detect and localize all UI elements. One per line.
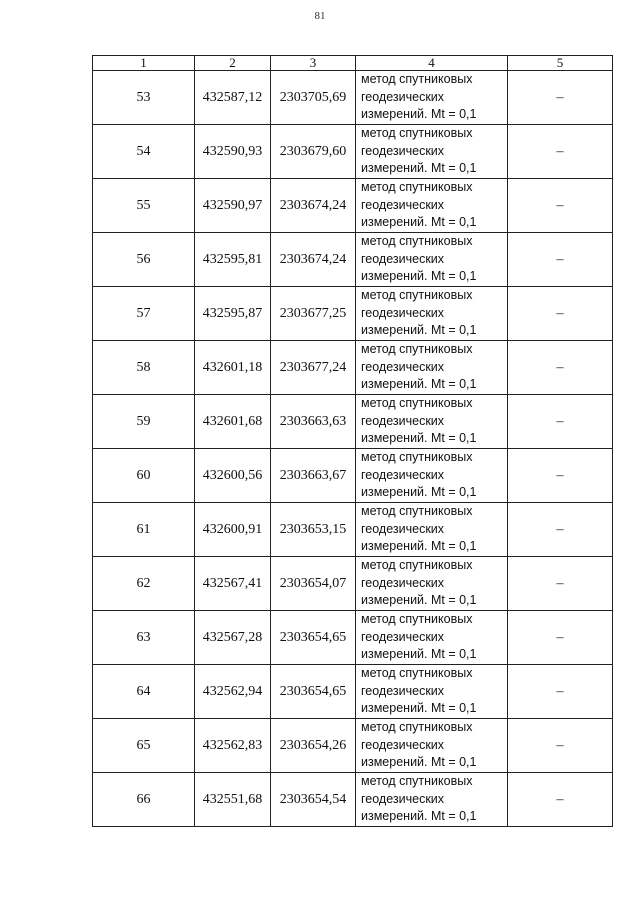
table-row <box>93 125 613 179</box>
x-coordinate-cell: 432567,41 <box>195 557 271 611</box>
method-line: геодезических <box>361 413 445 428</box>
method-line: метод спутниковых <box>361 234 473 249</box>
method-cell <box>356 449 508 503</box>
note-cell: – <box>508 611 613 665</box>
point-number-cell: 64 <box>93 665 195 719</box>
y-coordinate-cell: 2303674,24 <box>271 179 356 233</box>
y-coordinate-cell: 2303663,67 <box>271 449 356 503</box>
method-line: геодезических <box>361 251 445 266</box>
method-line: метод спутниковых <box>361 450 473 465</box>
note-cell: – <box>508 233 613 287</box>
method-line: метод спутниковых <box>361 612 473 627</box>
point-number-cell: 60 <box>93 449 195 503</box>
method-cell <box>356 395 508 449</box>
x-coordinate-cell: 432595,87 <box>195 287 271 341</box>
method-line: метод спутниковых <box>361 558 473 573</box>
y-coordinate-cell: 2303654,65 <box>271 611 356 665</box>
note-cell: – <box>508 395 613 449</box>
method-line: геодезических <box>361 737 445 752</box>
method-cell <box>356 719 508 773</box>
column-header: 3 <box>271 56 356 71</box>
note-cell: – <box>508 341 613 395</box>
method-line: метод спутниковых <box>361 504 473 519</box>
note-cell: – <box>508 503 613 557</box>
method-line: измерений. Mt = 0,1 <box>361 215 477 230</box>
method-line: геодезических <box>361 521 445 536</box>
method-line: измерений. Mt = 0,1 <box>361 107 477 122</box>
method-cell <box>356 179 508 233</box>
method-line: геодезических <box>361 305 445 320</box>
method-cell <box>356 503 508 557</box>
table-row <box>93 503 613 557</box>
note-cell: – <box>508 449 613 503</box>
y-coordinate-cell: 2303677,24 <box>271 341 356 395</box>
coordinates-table <box>92 55 613 827</box>
x-coordinate-cell: 432595,81 <box>195 233 271 287</box>
method-line: метод спутниковых <box>361 396 473 411</box>
method-cell <box>356 233 508 287</box>
table-row <box>93 395 613 449</box>
x-coordinate-cell: 432600,91 <box>195 503 271 557</box>
note-cell: – <box>508 125 613 179</box>
x-coordinate-cell: 432601,68 <box>195 395 271 449</box>
table-row <box>93 557 613 611</box>
table-row <box>93 287 613 341</box>
point-number-cell: 66 <box>93 773 195 827</box>
point-number-cell: 55 <box>93 179 195 233</box>
x-coordinate-cell: 432590,97 <box>195 179 271 233</box>
method-line: метод спутниковых <box>361 720 473 735</box>
point-number-cell: 63 <box>93 611 195 665</box>
method-line: метод спутниковых <box>361 774 473 789</box>
column-header: 5 <box>508 56 613 71</box>
note-cell: – <box>508 287 613 341</box>
table-row <box>93 773 613 827</box>
method-cell <box>356 287 508 341</box>
column-header: 1 <box>93 56 195 71</box>
method-line: метод спутниковых <box>361 342 473 357</box>
y-coordinate-cell: 2303677,25 <box>271 287 356 341</box>
note-cell: – <box>508 719 613 773</box>
method-cell <box>356 665 508 719</box>
table-row <box>93 71 613 125</box>
note-cell: – <box>508 71 613 125</box>
method-line: измерений. Mt = 0,1 <box>361 431 477 446</box>
method-line: измерений. Mt = 0,1 <box>361 539 477 554</box>
x-coordinate-cell: 432600,56 <box>195 449 271 503</box>
table-row <box>93 179 613 233</box>
table-row <box>93 233 613 287</box>
method-cell <box>356 341 508 395</box>
point-number-cell: 62 <box>93 557 195 611</box>
table-row <box>93 611 613 665</box>
table-row <box>93 665 613 719</box>
table-row <box>93 449 613 503</box>
method-line: геодезических <box>361 359 445 374</box>
point-number-cell: 59 <box>93 395 195 449</box>
method-line: измерений. Mt = 0,1 <box>361 485 477 500</box>
method-line: измерений. Mt = 0,1 <box>361 161 477 176</box>
x-coordinate-cell: 432562,94 <box>195 665 271 719</box>
method-line: измерений. Mt = 0,1 <box>361 809 477 824</box>
method-line: геодезических <box>361 89 445 104</box>
x-coordinate-cell: 432601,18 <box>195 341 271 395</box>
page-number: 81 <box>314 10 326 22</box>
y-coordinate-cell: 2303654,26 <box>271 719 356 773</box>
y-coordinate-cell: 2303705,69 <box>271 71 356 125</box>
note-cell: – <box>508 557 613 611</box>
method-line: геодезических <box>361 197 445 212</box>
method-cell <box>356 611 508 665</box>
table-row <box>93 341 613 395</box>
x-coordinate-cell: 432551,68 <box>195 773 271 827</box>
method-line: измерений. Mt = 0,1 <box>361 323 477 338</box>
method-line: измерений. Mt = 0,1 <box>361 593 477 608</box>
column-header: 4 <box>356 56 508 71</box>
method-line: геодезических <box>361 629 445 644</box>
point-number-cell: 56 <box>93 233 195 287</box>
method-cell <box>356 773 508 827</box>
method-line: измерений. Mt = 0,1 <box>361 755 477 770</box>
y-coordinate-cell: 2303654,65 <box>271 665 356 719</box>
method-line: измерений. Mt = 0,1 <box>361 377 477 392</box>
method-cell <box>356 71 508 125</box>
y-coordinate-cell: 2303679,60 <box>271 125 356 179</box>
table-header-row <box>93 56 613 71</box>
x-coordinate-cell: 432562,83 <box>195 719 271 773</box>
method-line: измерений. Mt = 0,1 <box>361 269 477 284</box>
x-coordinate-cell: 432590,93 <box>195 125 271 179</box>
note-cell: – <box>508 665 613 719</box>
x-coordinate-cell: 432567,28 <box>195 611 271 665</box>
note-cell: – <box>508 179 613 233</box>
table-row <box>93 719 613 773</box>
method-line: измерений. Mt = 0,1 <box>361 647 477 662</box>
method-line: измерений. Mt = 0,1 <box>361 701 477 716</box>
y-coordinate-cell: 2303654,07 <box>271 557 356 611</box>
point-number-cell: 57 <box>93 287 195 341</box>
method-line: геодезических <box>361 143 445 158</box>
point-number-cell: 61 <box>93 503 195 557</box>
point-number-cell: 58 <box>93 341 195 395</box>
point-number-cell: 54 <box>93 125 195 179</box>
method-line: метод спутниковых <box>361 126 473 141</box>
x-coordinate-cell: 432587,12 <box>195 71 271 125</box>
column-header: 2 <box>195 56 271 71</box>
method-line: метод спутниковых <box>361 72 473 87</box>
method-line: геодезических <box>361 791 445 806</box>
y-coordinate-cell: 2303674,24 <box>271 233 356 287</box>
method-line: метод спутниковых <box>361 288 473 303</box>
point-number-cell: 65 <box>93 719 195 773</box>
method-line: геодезических <box>361 683 445 698</box>
method-line: геодезических <box>361 467 445 482</box>
note-cell: – <box>508 773 613 827</box>
method-cell <box>356 557 508 611</box>
y-coordinate-cell: 2303654,54 <box>271 773 356 827</box>
method-line: метод спутниковых <box>361 180 473 195</box>
y-coordinate-cell: 2303663,63 <box>271 395 356 449</box>
y-coordinate-cell: 2303653,15 <box>271 503 356 557</box>
method-line: метод спутниковых <box>361 666 473 681</box>
point-number-cell: 53 <box>93 71 195 125</box>
method-line: геодезических <box>361 575 445 590</box>
table-body <box>93 71 613 827</box>
method-cell <box>356 125 508 179</box>
